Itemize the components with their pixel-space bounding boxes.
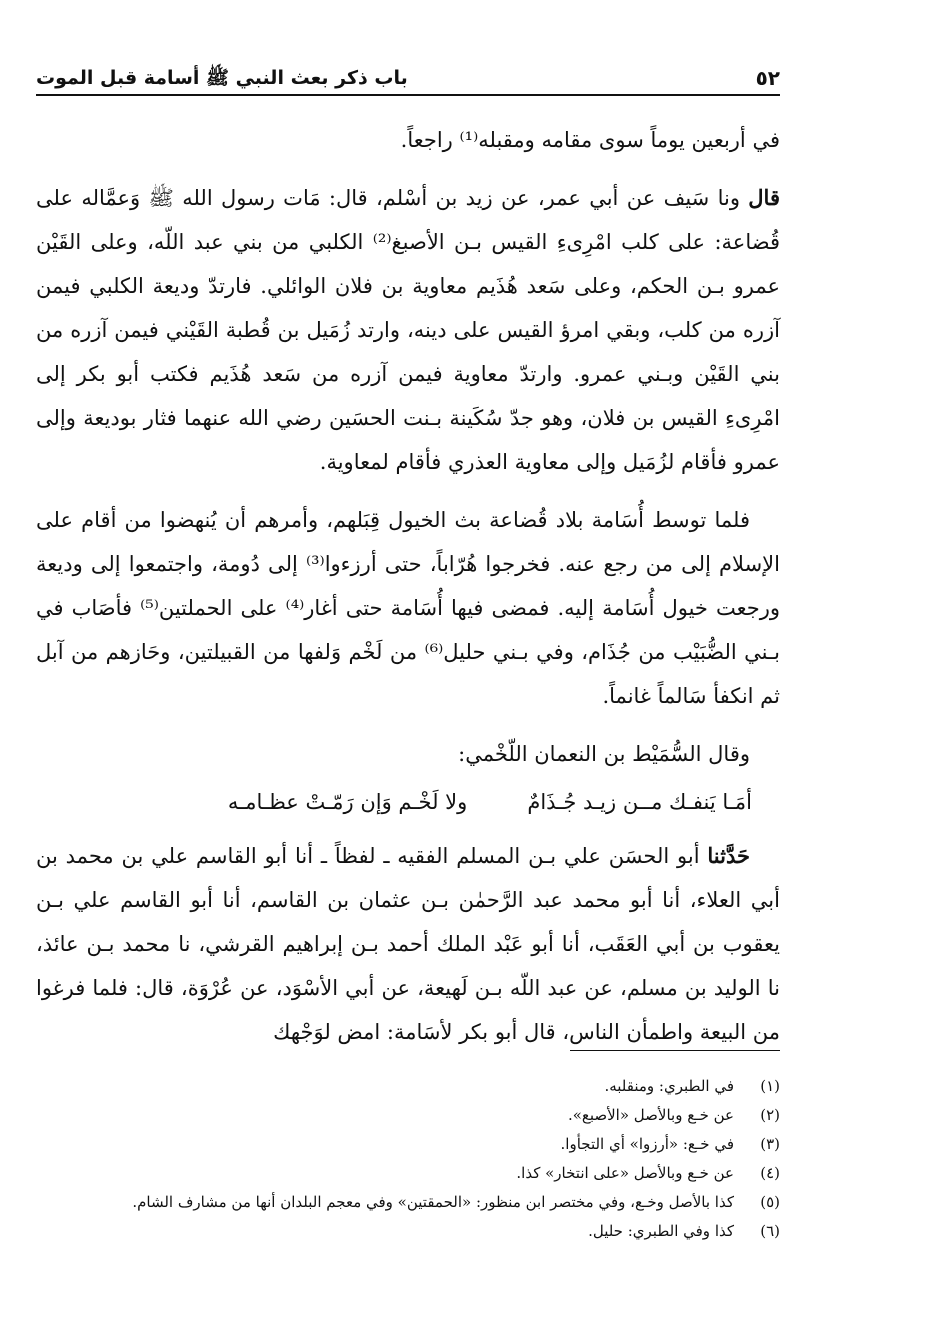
- footnote-text: عن خـع وبالأصل «على انتخار» كذا.: [516, 1164, 734, 1182]
- footnote: [36, 1072, 780, 1101]
- paragraph-4-text: أبو الحسَن علي بـن المسلم الفقيه ـ لفظاً ـ أنا أبو القاسم علي بن محمد بن أبي العلاء، أنا أبو محمد عبد الرَّحمٰن بـن عثمان بن القاسم، أنا أبو القاسم علي بـن يعقوب بن أبي العَقَب، أنا أبو عَبْد الملك أحمد بـن إبراهيم القرشي، نا محمد بـن عائذ، نا الوليد بن مسلم، عن عبد اللّه بـن لَهيعة، عن أبي الأسْوَد، عن عُرْوَة، قال: فلما فرغوا من البيعة واطمأن الناس، قال أبو بكر لأسَامة: امض لوَجْهك: [36, 844, 780, 1044]
- footnote-number: (١): [760, 1077, 780, 1095]
- page-number: ٥٢: [755, 66, 780, 90]
- chapter-title: باب ذكر بعث النبي ﷺ أسامة قبل الموت: [36, 67, 408, 89]
- footnote-number: (٥): [760, 1193, 780, 1211]
- main-text: [36, 118, 780, 1068]
- footnote-divider: [570, 1050, 780, 1051]
- running-header: [36, 64, 780, 96]
- footnote: [36, 1130, 780, 1159]
- poem-intro: وقال السُّمَيْط بن النعمان اللّخْمي:: [458, 742, 750, 766]
- footnote-text: عن خـع وبالأصل «الأصبع».: [567, 1106, 734, 1124]
- footnote: [36, 1217, 780, 1246]
- paragraph-2: [36, 176, 780, 484]
- verse-second-hemistich: ولا لَخْـم وَإن رَمّـتْ عظـامـه: [227, 790, 468, 814]
- footnote-number: (٤): [760, 1164, 780, 1182]
- paragraph-3: فلما توسط أُسَامة بلاد قُضاعة بث الخيول قِبَلهم، وأمرهم أن يُنهضوا من أقام على الإسلام إلى من رجع عنه. فخرجوا هُرّاباً، حتى أرزءوا⁽³⁾ إلى دُومة، واجتمعوا إلى وديعة ورجعت خيول أُسَامة إليه. فمضى فيها أُسَامة حتى أغار⁽⁴⁾ على الحملتين⁽⁵⁾ فأصَاب في بـني الضُّبَيْب من جُذَام، وفي بـني حليل⁽⁶⁾ من لَخْم وَلفها من القبيلتين، وحَازهم من آبل ثم انكفأ سَالماً غانماً.: [36, 508, 780, 708]
- footnotes: [36, 1072, 780, 1246]
- footnote: [36, 1159, 780, 1188]
- footnote-number: (٢): [760, 1106, 780, 1124]
- verse-first-hemistich: أمَـا يَنفـك مــن زيـد جُـذَامٌ: [527, 790, 752, 814]
- paragraph-4: [36, 834, 780, 1054]
- footnote-number: (٦): [760, 1222, 780, 1240]
- paragraph-2-lead: قال: [748, 185, 780, 210]
- footnote-text: كذا وفي الطبري: حليل.: [588, 1222, 734, 1240]
- paragraph-1: في أربعين يوماً سوى مقامه ومقبله⁽¹⁾ راجعاً.: [400, 128, 780, 152]
- poem-verse: [36, 780, 780, 824]
- paragraph-4-lead: حَدَّثنا: [707, 843, 750, 868]
- footnote-number: (٣): [760, 1135, 780, 1153]
- footnote: [36, 1188, 780, 1217]
- footnote-text: في خـع: «أرزوا» أي التجأوا.: [560, 1135, 734, 1153]
- footnote-text: كذا بالأصل وخـع، وفي مختصر ابن منظور: «الحمقتين» وفي معجم البلدان أنها من مشارف الشام.: [132, 1193, 734, 1211]
- footnote: [36, 1101, 780, 1130]
- paragraph-2-text: ونا سَيف عن أبي عمر، عن زيد بن أسْلم، قال: مَات رسول الله ﷺ وَعمَّاله على قُضاعة: على كلب امْرِىءِ القيس بـن الأصبغ⁽²⁾ الكلبي من بني عبد اللّه، وعلى القَيْن عمرو بـن الحكم، وعلى سَعد هُذَيم معاوية بن فلان الوائلي. فارتدّ وديعة الكلبي فيمن آزره من كلب، وبقي امرؤ القيس على دينه، وارتد زُمَيل بن قُطبة القَيْني فيمن آزره من بني القَيْن وبـني عمرو. وارتدّ معاوية فيمن آزره من سَعد هُذَيم فكتب أبو بكر إلى امْرِىءِ القيس بن فلان، وهو جدّ سُكَينة بـنت الحسَين رضي الله عنهما فثار بوديعة وإلى عمرو فأقام لزُمَيل وإلى معاوية العذري فأقام لمعاوية.: [36, 186, 780, 474]
- footnote-text: في الطبري: ومنقلبه.: [604, 1077, 734, 1095]
